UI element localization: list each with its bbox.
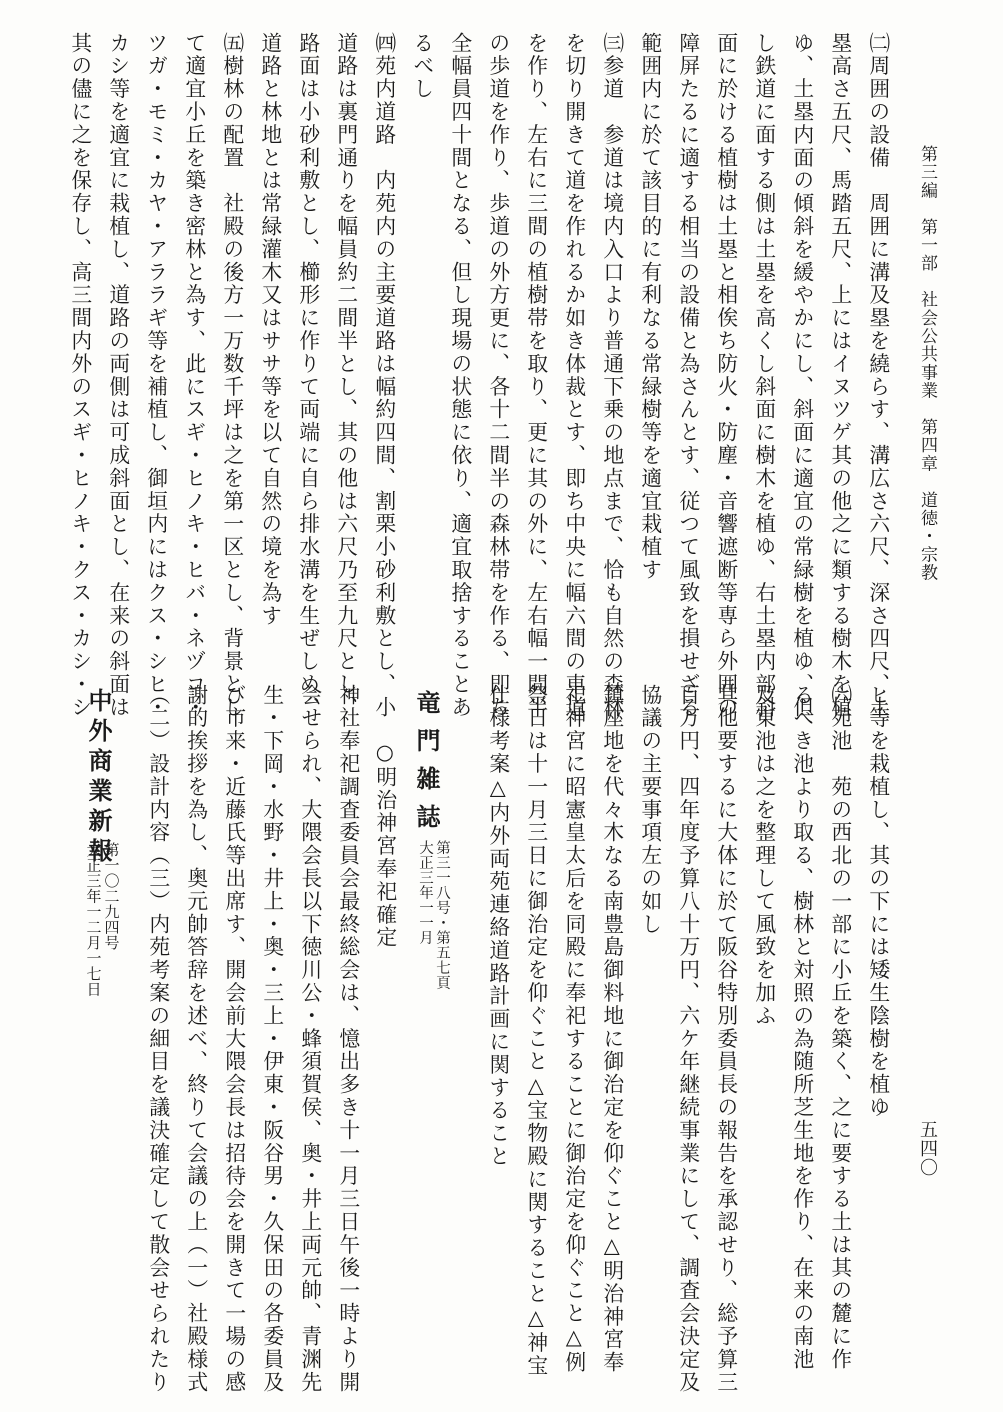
page-number: 五四〇 bbox=[917, 1120, 938, 1177]
text-column: 協議の主要事項左の如し bbox=[637, 684, 662, 936]
text-column: 及東池は之を整理して風致を加ふ bbox=[751, 684, 776, 1028]
text-column: 神社奉祀調査委員会最終総会は、憶出多き十一月三日午後一時より開 bbox=[335, 684, 360, 1394]
text-column: るべし bbox=[409, 32, 434, 101]
text-column: 塁高さ五尺、馬踏五尺、上にはイヌツゲ其の他之に類する樹木を植 bbox=[827, 32, 852, 719]
text-column: ゆ、土塁内面の傾斜を緩やかにし、斜面に適宜の常緑樹を植ゆ、但 bbox=[789, 32, 814, 719]
text-column: ㈤樹林の配置 社殿の後方一万数千坪は之を第一区とし、背景とし bbox=[219, 32, 244, 719]
text-column: 鎮座地を代々木なる南豊島御料地に御治定を仰ぐこと△明治神宮奉 bbox=[599, 684, 624, 1375]
text-column: 全幅員四十間となる、但し現場の状態に依り、適宜取捨することあ bbox=[447, 32, 472, 719]
text-column: 道路は裏門通りを幅員約二間半とし、其の他は六尺乃至九尺とし、 bbox=[333, 32, 358, 719]
text-column: び市来・近藤氏等出席す、開会前大隈会長は招待会を開きて一場の感 bbox=[221, 684, 246, 1394]
text-column: 其の儘に之を保存し、高三間内外のスギ・ヒノキ・クス・カシ・シ bbox=[67, 32, 92, 719]
text-column: ツガ・モミ・カヤ・アララギ等を補植し、御垣内にはクス・シヒ・ bbox=[143, 32, 168, 719]
text-column: 仕様考案△内外両苑連絡道路計画に関すること bbox=[485, 684, 510, 1169]
text-column: 謝的挨拶を為し、奥元帥答辞を述べ、終りて会議の上（一）社殿様式 bbox=[183, 684, 208, 1394]
text-column: の歩道を作り、歩道の外方更に、各十二間半の森林帯を作る、即ち bbox=[485, 32, 510, 719]
text-column: ㈡周囲の設備 周囲に溝及塁を繞らす、溝広さ六尺、深さ四尺、土 bbox=[865, 32, 890, 719]
text-column: 面に於ける植樹は土塁と相俟ち防火・防塵・音響遮断等専ら外囲の bbox=[713, 32, 738, 719]
newspaper-citation-line: 第一〇二九四号 bbox=[102, 842, 121, 951]
text-column: 祀神宮に昭憲皇太后を同殿に奉祀することに御治定を仰ぐこと△例 bbox=[561, 684, 586, 1375]
text-column: し鉄道に面する側は土塁を高くし斜面に樹木を植ゆ、右土塁内部斜 bbox=[751, 32, 776, 719]
text-column: るべき池より取る、樹林と対照の為随所芝生地を作り、在来の南池 bbox=[789, 684, 814, 1371]
text-column: 会せられ、大隈会長以下徳川公・蜂須賀侯、奥・井上両元帥、青渊先 bbox=[297, 684, 322, 1394]
newspaper-citation-line: 大正三年一二月一七日 bbox=[84, 842, 103, 997]
text-column: を切り開きて道を作れるか如き体裁とす、即ち中央に幅六間の車道 bbox=[561, 32, 586, 719]
text-column: ㈥苑池 苑の西北の一部に小丘を築く、之に要する土は其の麓に作 bbox=[827, 684, 852, 1371]
source-citation-line: 大正三年一一月 bbox=[416, 840, 433, 945]
text-column: （二）設計内容（三）内苑考案の細目を議決確定して散会せられたり bbox=[145, 684, 170, 1394]
text-column: ㈢参道 参道は境内入口より普通下乗の地点まで、恰も自然の森林 bbox=[599, 32, 624, 719]
text-column: 其他要するに大体に於て阪谷特別委員長の報告を承認せり、総予算三 bbox=[713, 684, 738, 1394]
text-column: 百万円、四年度予算八十万円、六ケ年継続事業にして、調査会決定及 bbox=[675, 684, 700, 1394]
text-column: ヒ等を栽植し、其の下には矮生陰樹を植ゆ bbox=[865, 684, 890, 1120]
text-column: 道路と林地とは常緑灌木又はササ等を以て自然の境を為す bbox=[257, 32, 282, 628]
text-column: 障屏たるに適する相当の設備と為さんとす、従つて風致を損せざる bbox=[675, 32, 700, 719]
running-header: 第三編 第一部 社会公共事業 第四章 道徳・宗教 bbox=[917, 145, 937, 582]
source-citation-line: 第三一八号・第五七頁 bbox=[433, 840, 450, 990]
text-column: ㈣苑内道路 内苑内の主要道路は幅約四間、割栗小砂利敷とし、小 bbox=[371, 32, 396, 719]
text-column: 路面は小砂利敷とし、櫛形に作りて両端に自ら排水溝を生ぜしめ、 bbox=[295, 32, 320, 719]
text-column: 生・下岡・水野・井上・奥・三上・伊東・阪谷男・久保田の各委員及 bbox=[259, 684, 284, 1394]
text-column: を作り、左右に三間の植樹帯を取り、更に其の外に、左右幅一間半 bbox=[523, 32, 548, 719]
text-column: 範囲内に於て該目的に有利なる常緑樹等を適宜栽植す bbox=[637, 32, 662, 582]
source-title: 竜門雑誌 bbox=[412, 690, 441, 842]
text-column: て適宜小丘を築き密林と為す、此にスギ・ヒノキ・ヒバ・ネヅコ・ bbox=[181, 32, 206, 719]
newspaper-title: 中外商業新報 bbox=[84, 688, 113, 868]
text-column: 祭日は十一月三日に御治定を仰ぐこと△宝物殿に関すること△神宝 bbox=[523, 684, 548, 1378]
section-heading: ○明治神宮奉祀確定 bbox=[372, 740, 397, 950]
text-column: カシ等を適宜に栽植し、道路の両側は可成斜面とし、在来の斜面は bbox=[105, 32, 130, 719]
